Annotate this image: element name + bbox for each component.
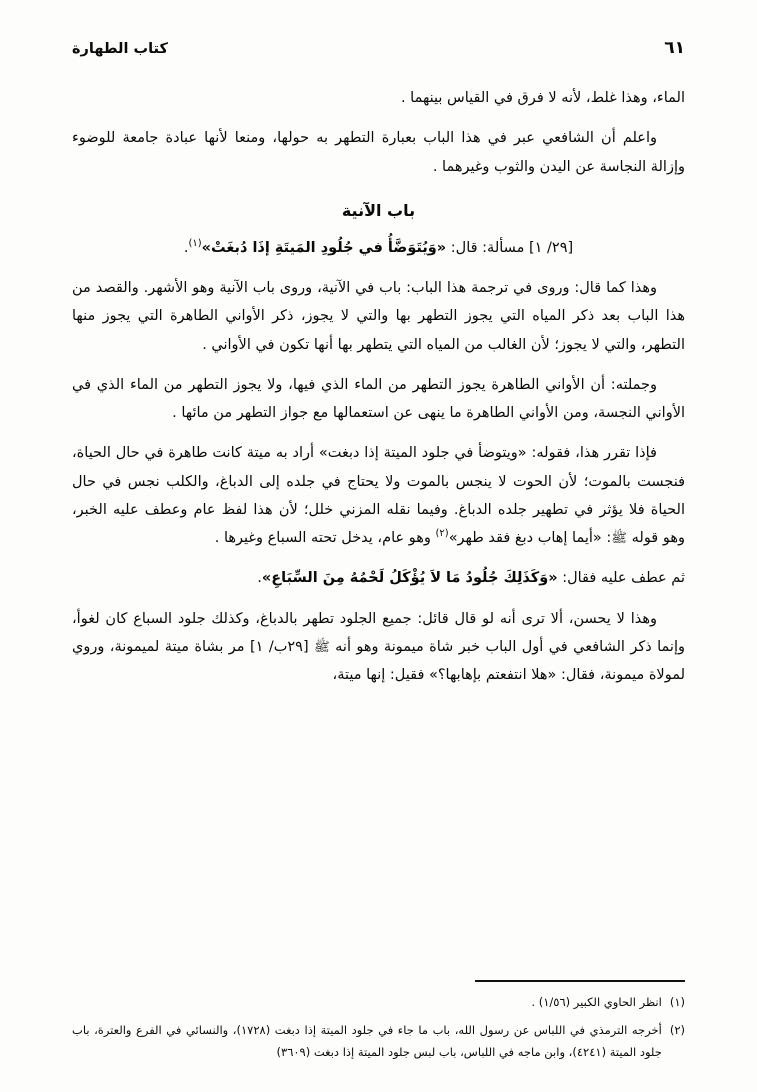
footnote-item [72, 1020, 685, 1063]
paragraph-wahadha-b: [٢٩ب/ ١] مر بشاة ميتة لميمونة، وروي لمولاة ميمونة، فقال: «هلا انتفعتم بإهابها؟» فقيل: إنها ميتة، [72, 638, 685, 684]
footnotes-section [72, 980, 685, 1070]
footnote-marker-1: (١) [188, 237, 202, 249]
paragraph-tarjama: وهذا كما قال: وروى في ترجمة هذا الباب: باب في الآنية، وروى باب الآنية وهو الأشهر. والقصد من هذا الباب بعد ذكر المياه التي يجوز التطهر بها والتي لا يجوز، ذكر الأواني الطاهرة التي يجوز منها التطهر، والتي لا يجوز؛ لأن الغالب من المياه التي يتطهر بها أنها تكون في الأواني . [72, 280, 685, 353]
sallallahu-alayhi-wasallam-glyph: ﷺ [611, 531, 628, 547]
paragraph-jumlatuhu: وجملته: أن الأواني الطاهرة يجوز التطهر من الماء الذي فيها، ولا يجوز التطهر من الماء الذي في الأواني النجسة، ومن الأواني الطاهرة ما ينهى عن استعمالها مع جواز التطهر من مائها . [72, 376, 685, 422]
paragraph-taqarrara [72, 439, 685, 552]
page-header [72, 38, 685, 58]
footnote-text: انظر الحاوي الكبير (١/٥٦) . [531, 995, 662, 1010]
paragraph-continuation: الماء، وهذا غلط، لأنه لا فرق في القياس بينهما . [400, 90, 685, 106]
paragraph-atf [72, 564, 685, 592]
page-content [72, 38, 685, 1072]
paragraph-taqarrara-c: وهو عام، يدخل تحته السباع وغيرها . [214, 530, 436, 547]
sallallahu-alayhi-wasallam-glyph-2: ﷺ [314, 639, 330, 655]
paragraph-wahadha-la-yahsun [72, 605, 685, 690]
paragraph-atf-suffix: . [257, 570, 262, 587]
book-title: كتاب الطهارة [72, 41, 168, 57]
masala-prefix: [٢٩/ ١] مسألة: قال: [446, 239, 574, 256]
section-title-bab-alaniya: باب الآنية [341, 200, 416, 220]
footnote-divider [475, 980, 685, 982]
paragraph-atf-prefix: ثم عطف عليه فقال: [557, 570, 685, 587]
masala-line: [٢٩/ ١] مسألة: قال: «وَيُتَوَضَّأُ في جُلُودِ المَيتَةِ إذَا دُبغَتْ»$^{(١)}$. [183, 237, 574, 256]
footnote-marker-2: (٢) [435, 528, 449, 540]
paragraph-taqarrara-b: : «أيما إهاب دبغ فقد طهر» [448, 530, 612, 547]
footnote-number: (٢) [669, 1023, 685, 1038]
footnote-number: (١) [669, 995, 685, 1010]
paragraph-atf-quote: «وَكَذَلِكَ جُلُودُ مَا لاَ يُؤْكَلُ لَحْمُهُ مِنَ السِّبَاعِ» [261, 570, 558, 587]
paragraph-shafii-note: واعلم أن الشافعي عبر في هذا الباب بعبارة التطهر به حولها، ومنعا لأنها عبادة جامعة للوضوء وإزالة النجاسة عن اليدن والثوب وغيرهما . [72, 130, 685, 175]
footnote-text: أخرجه الترمذي في اللباس عن رسول الله، باب ما جاء في جلود الميتة إذا دبغت (١٧٢٨)، والنسائي في الفرع والعترة، باب جلود الميتة (٤٢٤١)، وابن ماجه في اللباس، باب لبس جلود الميتة إذا دبغت (٣٦٠٩) [72, 1023, 662, 1059]
masala-quote: «وَيُتَوَضَّأُ في جُلُودِ المَيتَةِ إذَا دُبغَتْ» [201, 239, 447, 256]
page-number: ٦١ [664, 38, 685, 58]
paragraph-wahadha-a: وهذا لا يحسن، ألا ترى أنه لو قال قائل: جميع الجلود تطهر بالدباغ، وكذلك جلود السباع كان لغوأ، وإنما ذكر الشافعي في أول الباب خبر شاة ميمونة وهو أنه [72, 610, 685, 655]
paragraph-taqarrara-a: فإذا تقرر هذا، فقوله: «ويتوضأ في جلود الميتة إذا دبغت» أراد به ميتة كانت طاهرة في حال الحياة، فنجست بالموت؛ لأن الحوت لا ينجس بالموت ولا يحتاج في جلده إلى الدباغ، والكلب نجس في حال الحياة فلا يؤثر في تطهير جلده الدباغ. وفيما نقله المزني خلل؛ لأن هذا لفظ عام وعطف عليه الخبر، وهو قوله [72, 445, 685, 547]
footnote-item [72, 992, 685, 1013]
